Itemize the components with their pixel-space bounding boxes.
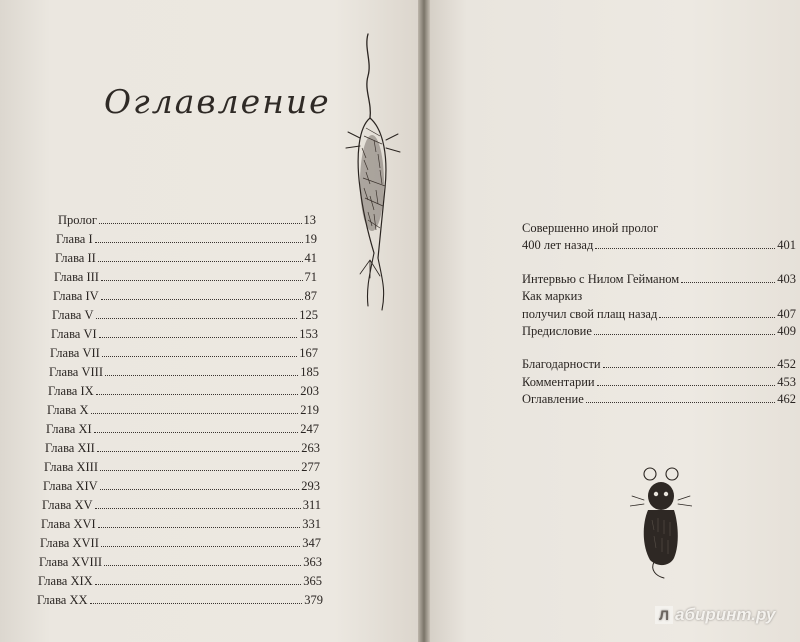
toc-entry-label: Глава V	[52, 308, 94, 322]
toc-entry	[522, 307, 796, 325]
toc-entry-page: 153	[299, 327, 318, 341]
toc-entry-page: 167	[299, 346, 318, 360]
toc-entry	[37, 593, 323, 611]
toc-leader	[603, 358, 776, 368]
toc-entry-page: 403	[777, 272, 796, 286]
toc-entry-label: Глава III	[54, 270, 99, 284]
mouse-illustration	[630, 460, 692, 582]
toc-leader	[95, 575, 302, 585]
toc-entry-page: 203	[300, 384, 319, 398]
toc-entry	[52, 308, 318, 326]
rat-illustration	[330, 28, 410, 318]
toc-entry	[48, 384, 319, 402]
toc-leader	[100, 461, 299, 471]
toc-entry	[47, 403, 319, 421]
toc-entry-label: Пролог	[58, 213, 97, 227]
toc-entry-page: 41	[304, 251, 317, 265]
toc-entry-page: 347	[302, 536, 321, 550]
toc-entry	[58, 213, 316, 231]
toc-entry-label: Глава VI	[51, 327, 97, 341]
watermark-text: абиринт.ру	[675, 605, 776, 624]
toc-entry	[522, 357, 796, 375]
toc-entry-page: 277	[301, 460, 320, 474]
toc-entry-page: 219	[300, 403, 319, 417]
toc-entry-label: Предисловие	[522, 324, 592, 338]
toc-leader	[100, 480, 300, 490]
toc-entry-page: 19	[304, 232, 317, 246]
toc-entry-label: Глава XV	[42, 498, 93, 512]
toc-entry	[50, 346, 318, 364]
toc-title: Оглавление	[104, 82, 331, 121]
toc-entry	[522, 324, 796, 342]
toc-entry	[522, 375, 796, 393]
toc-entry	[38, 574, 322, 592]
watermark	[655, 605, 775, 625]
toc-entry-label: Глава XI	[46, 422, 92, 436]
toc-entry-label: Глава XIII	[44, 460, 98, 474]
toc-leader	[99, 328, 298, 338]
toc-entry-label: Глава XVII	[40, 536, 99, 550]
toc-entry-page: 263	[301, 441, 320, 455]
toc-leader	[95, 499, 301, 509]
toc-entry	[44, 460, 320, 478]
toc-leader	[98, 518, 301, 528]
toc-leader	[659, 308, 775, 318]
toc-entry	[51, 327, 318, 345]
toc-entry-label: Глава XII	[45, 441, 95, 455]
toc-entry	[41, 517, 321, 535]
toc-entry-label: Глава IV	[53, 289, 99, 303]
toc-entry	[49, 365, 319, 383]
toc-entry-page: 331	[302, 517, 321, 531]
toc-entry	[54, 270, 317, 288]
toc-entry-label: Глава VIII	[49, 365, 103, 379]
toc-entry-page: 293	[301, 479, 320, 493]
toc-leader	[96, 309, 298, 319]
toc-leader	[594, 325, 775, 335]
toc-entry-label: Глава XIX	[38, 574, 93, 588]
toc-entry-page: 311	[302, 498, 321, 512]
toc-entry-page: 363	[303, 555, 322, 569]
toc-entry-label: Глава I	[56, 232, 93, 246]
toc-entry	[53, 289, 317, 307]
toc-entry-page: 379	[304, 593, 323, 607]
toc-entry-label: Комментарии	[522, 375, 595, 389]
toc-entry	[522, 238, 796, 256]
toc-leader	[102, 347, 297, 357]
toc-entry	[42, 498, 321, 516]
toc-entry	[43, 479, 320, 497]
toc-entry-page: 365	[303, 574, 322, 588]
toc-leader	[595, 239, 775, 249]
toc-entry-page: 409	[777, 324, 796, 338]
toc-leader	[681, 273, 775, 283]
toc-entry-page: 71	[304, 270, 317, 284]
toc-leader	[101, 537, 300, 547]
toc-entry-label: Глава XVI	[41, 517, 96, 531]
toc-entry	[55, 251, 317, 269]
toc-leader	[94, 423, 299, 433]
toc-entry	[46, 422, 319, 440]
toc-leader	[98, 252, 303, 262]
toc-leader	[91, 404, 299, 414]
toc-entry	[522, 272, 796, 290]
toc-leader	[597, 376, 776, 386]
prologue-title: Совершенно иной пролог	[522, 221, 659, 235]
toc-entry-label: Глава VII	[50, 346, 100, 360]
marquis-title: Как маркиз	[522, 289, 583, 303]
toc-entry	[45, 441, 320, 459]
toc-entry-label: Глава XX	[37, 593, 88, 607]
toc-leader	[90, 594, 303, 604]
toc-entry-page: 453	[777, 375, 796, 389]
toc-entry-page: 87	[304, 289, 317, 303]
book-gutter	[418, 0, 430, 642]
toc-entry-label: Интервью с Нилом Гейманом	[522, 272, 680, 286]
toc-entry-page: 462	[777, 392, 796, 406]
toc-entry-label: Благодарности	[522, 357, 601, 371]
toc-leader	[97, 442, 299, 452]
toc-leader	[101, 290, 303, 300]
toc-entry-page: 401	[777, 238, 796, 252]
toc-leader	[586, 393, 775, 403]
toc-entry-label: Глава XVIII	[39, 555, 103, 569]
toc-entry-page: 13	[303, 213, 316, 227]
toc-entry	[56, 232, 317, 250]
toc-entry-label: Глава II	[55, 251, 96, 265]
toc-entry-label: Глава X	[47, 403, 89, 417]
right-page	[430, 0, 800, 642]
toc-leader	[101, 271, 303, 281]
toc-entry-page: 125	[299, 308, 318, 322]
toc-entry	[40, 536, 321, 554]
toc-leader	[95, 233, 303, 243]
toc-entry-label: Глава XIV	[43, 479, 98, 493]
toc-entry-page: 452	[777, 357, 796, 371]
toc-leader	[99, 214, 302, 224]
toc-leader	[105, 366, 298, 376]
toc-leader	[104, 556, 301, 566]
watermark-badge: Л	[655, 606, 673, 624]
toc-entry-page: 407	[777, 307, 796, 321]
toc-entry-page: 185	[300, 365, 319, 379]
toc-entry-label: Глава IX	[48, 384, 94, 398]
toc-entry-label: 400 лет назад	[522, 238, 594, 252]
toc-leader	[96, 385, 299, 395]
toc-entry-label: получил свой плащ назад	[522, 307, 658, 321]
toc-entry-label: Оглавление	[522, 392, 584, 406]
toc-entry	[522, 392, 796, 410]
toc-entry-page: 247	[300, 422, 319, 436]
toc-entry	[39, 555, 322, 573]
